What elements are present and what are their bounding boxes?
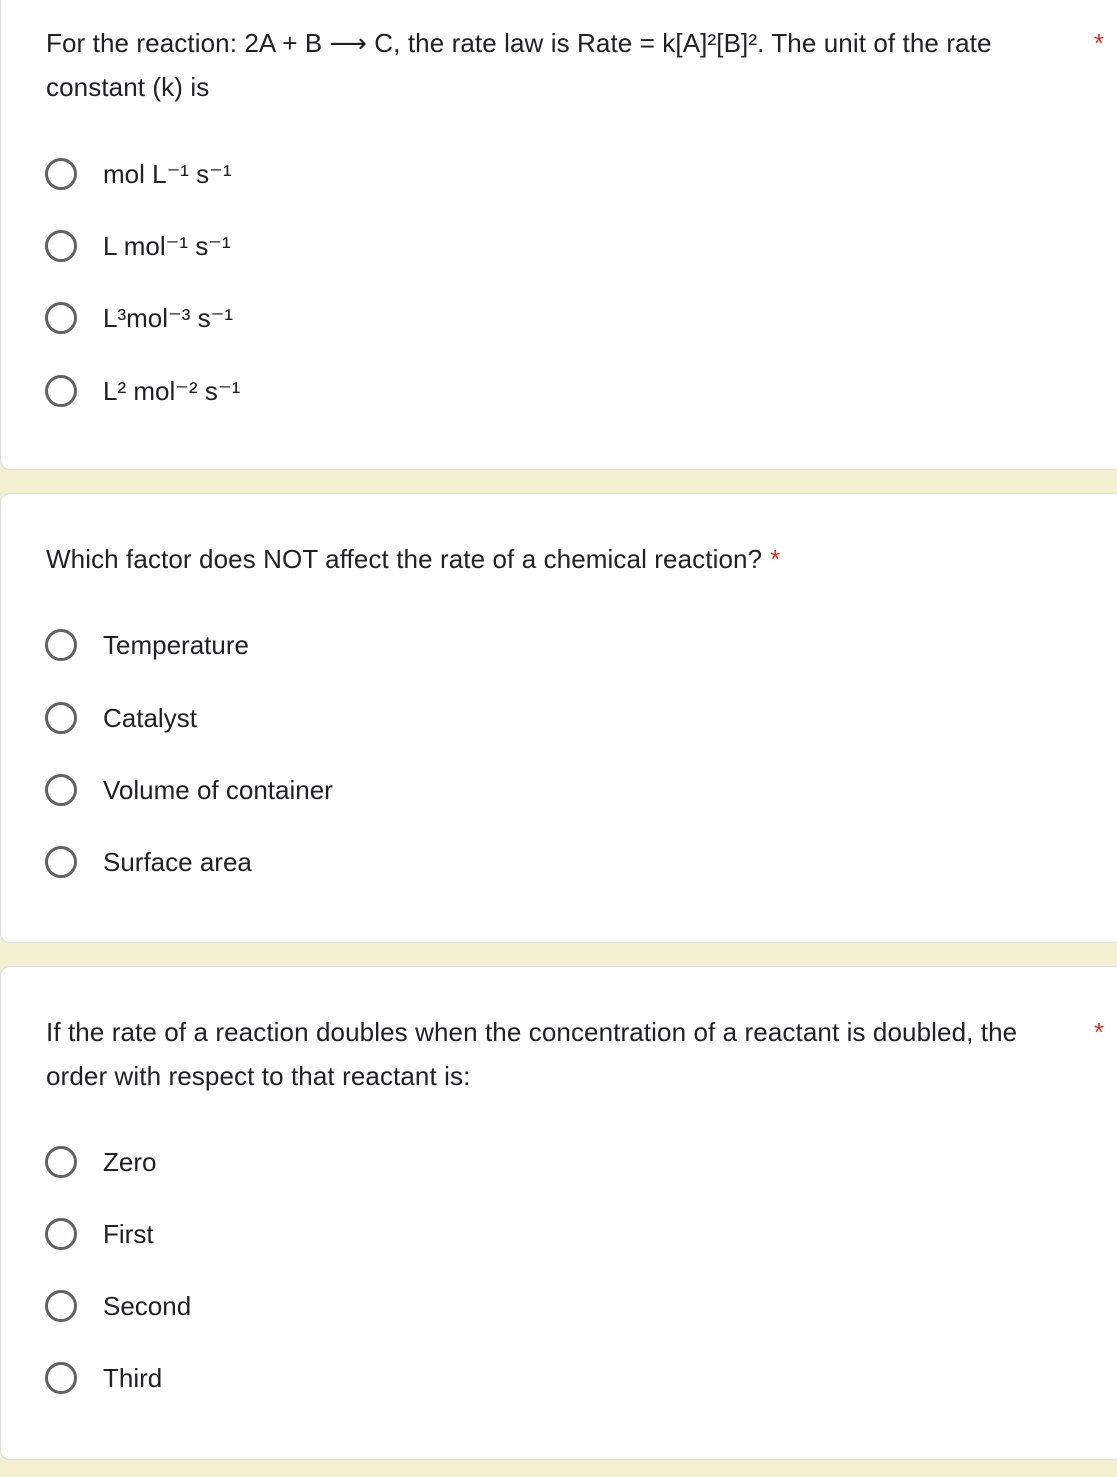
radio-button[interactable] [45,1146,77,1178]
radio-button[interactable] [45,1290,77,1322]
option-label: Catalyst [103,703,197,733]
option-q1-d[interactable] [45,371,240,411]
radio-button[interactable] [45,702,77,734]
question-2-label: Which factor does NOT affect the rate of a chemical reaction? [46,544,763,574]
option-third[interactable] [45,1358,162,1398]
question-2-text [46,537,1076,581]
option-surface-area[interactable] [45,842,252,882]
question-1-text: For the reaction: 2A + B ⟶ C, the rate law is Rate = k[A]²[B]². The unit of the rate constant (k) is [46,28,992,102]
question-card-2 [0,493,1117,943]
option-q1-b[interactable] [45,226,231,266]
required-asterisk: * [1093,28,1104,58]
radio-button[interactable] [45,375,77,407]
question-card-3 [0,966,1117,1460]
option-label: mol L⁻¹ s⁻¹ [103,159,232,189]
option-first[interactable] [45,1214,154,1254]
option-label: Surface area [103,847,252,877]
question-card-1 [0,0,1117,470]
question-3-text: If the rate of a reaction doubles when the concentration of a reactant is doubled, the order with respect to that reactant is: [46,1017,1018,1091]
radio-button[interactable] [45,230,77,262]
option-label: L mol⁻¹ s⁻¹ [103,231,231,261]
radio-button[interactable] [45,1362,77,1394]
option-label: Zero [103,1147,157,1177]
option-label: Volume of container [103,775,333,805]
radio-button[interactable] [45,302,77,334]
option-label: Second [103,1291,192,1321]
option-label: Temperature [103,630,249,660]
option-volume-of-container[interactable] [45,770,333,810]
option-temperature[interactable] [45,625,249,665]
option-label: L² mol⁻² s⁻¹ [103,376,241,406]
option-zero[interactable] [45,1142,156,1182]
option-label: L³mol⁻³ s⁻¹ [103,303,233,333]
radio-button[interactable] [45,774,77,806]
required-asterisk: * [1093,1017,1104,1047]
required-asterisk: * [770,544,781,574]
radio-button[interactable] [45,629,77,661]
radio-button[interactable] [45,1218,77,1250]
option-label: Third [103,1363,163,1393]
radio-button[interactable] [45,158,77,190]
option-q1-a[interactable] [45,154,232,194]
option-q1-c[interactable] [45,298,233,338]
option-second[interactable] [45,1286,191,1326]
option-catalyst[interactable] [45,698,197,738]
option-label: First [103,1219,154,1249]
radio-button[interactable] [45,846,77,878]
